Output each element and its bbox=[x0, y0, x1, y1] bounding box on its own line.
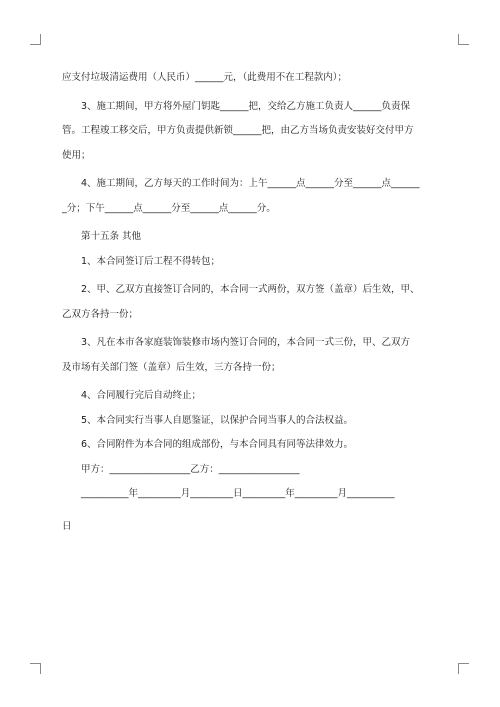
text-line: _分；下午______点______分至______点______分。 bbox=[62, 202, 276, 214]
text-line: 及市场有关部门签（盖章）后生效，三方各持一份； bbox=[62, 361, 281, 373]
text-line: 3、凡在本市各家庭装饰装修市场内签订合同的，本合同一式三份，甲、乙双方 bbox=[81, 337, 411, 348]
signature-line: 甲方：_________________乙方：_________________ bbox=[81, 463, 300, 475]
crop-mark-bottom-left bbox=[30, 663, 41, 674]
text-line: 4、施工期间，乙方每天的工作时间为：上午______点______分至______点______ bbox=[81, 178, 420, 189]
text-line: 乙双方各持一份； bbox=[62, 308, 139, 320]
text-line: 应支付垃圾清运费用（人民币）______元，（此费用不在工程款内）； bbox=[62, 72, 348, 83]
crop-mark-bottom-right bbox=[458, 663, 469, 674]
document-body bbox=[62, 66, 438, 539]
text-line: 4、合同履行完后自动终止； bbox=[81, 390, 202, 401]
text-line: 使用； bbox=[62, 149, 91, 161]
section-heading: 第十五条 其他 bbox=[81, 231, 142, 242]
text-line: 管。工程竣工移交后，甲方负责提供新锁______把，由乙方当场负责安装好交付甲方 bbox=[62, 125, 414, 136]
text-line: 2、甲、乙双方直接签订合同的，本合同一式两份，双方签（盖章）后生效，甲、 bbox=[81, 284, 420, 295]
text-line: 3、施工期间，甲方将外屋门钥匙______把，交给乙方施工负责人______负责保 bbox=[81, 100, 411, 112]
text-line: 5、本合同实行当事人自愿鉴证，以保护合同当事人的合法权益。 bbox=[81, 414, 354, 426]
text-line: 1、本合同签订后工程不得转包； bbox=[81, 255, 221, 267]
text-line: 6、合同附件为本合同的组成部份，与本合同具有同等法律效力。 bbox=[81, 439, 354, 450]
date-line: __________年_________月_________日_________年_________月__________ bbox=[81, 488, 395, 499]
date-line-tail: 日 bbox=[62, 520, 72, 532]
crop-mark-top-left bbox=[30, 34, 41, 45]
crop-mark-top-right bbox=[458, 34, 469, 45]
